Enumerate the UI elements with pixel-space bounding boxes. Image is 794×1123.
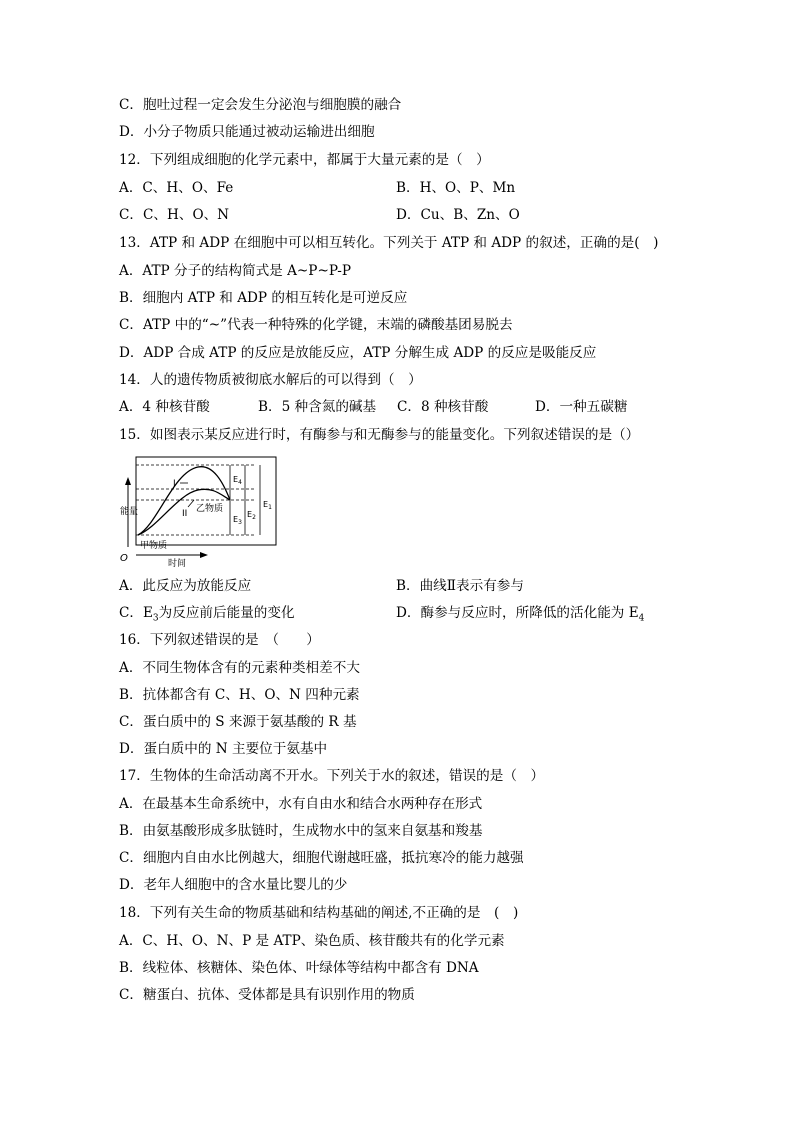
q14-option-b: B．5 种含氮的碱基 (258, 399, 377, 415)
q18-option-c: C．糖蛋白、抗体、受体都是具有识别作用的物质 (119, 987, 415, 1003)
q18-option-b: B．线粒体、核糖体、染色体、叶绿体等结构中都含有 DNA (119, 960, 479, 976)
q17-option-a: A．在最基本生命系统中，水有自由水和结合水两种存在形式 (119, 796, 483, 812)
diagram-frame (136, 457, 276, 545)
q15-option-a: A．此反应为放能反应 (119, 578, 252, 594)
q12-option-a: A．C、H、O、Fe (119, 180, 234, 196)
y-axis-arrow (125, 477, 131, 485)
q14-option-d: D．一种五碳糖 (535, 399, 628, 415)
question-16: 16．下列叙述错误的是 （ ） (119, 632, 320, 648)
q15-option-d: D．酶参与反应时，所降低的活化能为 $E_4$ (396, 605, 645, 624)
q17-option-b: B．由氨基酸形成多肽链时，生成物水中的氢来自氨基和羧基 (119, 823, 483, 839)
question-15: 15．如图表示某反应进行时，有酶参与和无酶参与的能量变化。下列叙述错误的是（） (119, 427, 640, 443)
q18-option-a: A．C、H、O、N、P 是 ATP、染色质、核苷酸共有的化学元素 (119, 933, 505, 949)
q17-option-c: C．细胞内自由水比例越大，细胞代谢越旺盛，抵抗寒冷的能力越强 (119, 850, 524, 866)
e1-label: $E_1$ (263, 500, 272, 511)
question-14: 14．人的遗传物质被彻底水解后的可以得到（ ） (119, 372, 422, 388)
q15-option-b: B．曲线Ⅱ表示有参与 (396, 578, 524, 594)
q12-option-c: C．C、H、O、N (119, 207, 230, 223)
q14-option-c: C．8 种核苷酸 (397, 399, 489, 415)
e3-label: $E_3$ (233, 515, 242, 526)
x-axis-label: 时间 (168, 559, 187, 568)
curve-ii-label: II (182, 509, 188, 519)
q16-option-d: D．蛋白质中的 N 主要位于氨基中 (119, 741, 328, 757)
e2-label: $E_2$ (247, 510, 256, 521)
question-17: 17．生物体的生命活动离不开水。下列关于水的叙述，错误的是（ ） (119, 768, 545, 784)
q14-option-a: A．4 种核苷酸 (119, 399, 210, 415)
question-18: 18．下列有关生命的物质基础和结构基础的阐述,不正确的是 ( ) (119, 905, 519, 921)
curve-i-label: I (173, 479, 176, 489)
q13-option-d: D．ADP 合成 ATP 的反应是放能反应，ATP 分解生成 ADP 的反应是吸能反应 (119, 345, 597, 361)
question-12: 12．下列组成细胞的化学元素中，都属于大量元素的是（ ） (119, 152, 490, 168)
label-ii-leader (188, 500, 194, 507)
q16-option-b: B．抗体都含有 C、H、O、N 四种元素 (119, 687, 360, 703)
q13-option-c: C．ATP 中的“~”代表一种特殊的化学键，末端的磷酸基团易脱去 (119, 317, 513, 333)
x-axis-arrow (200, 552, 208, 558)
q12-option-b: B．H、O、P、Mn (396, 180, 516, 196)
q17-option-d: D．老年人细胞中的含水量比婴儿的少 (119, 877, 348, 893)
q12-option-d: D．Cu、B、Zn、O (396, 207, 520, 223)
q16-option-c: C．蛋白质中的 S 来源于氨基酸的 R 基 (119, 714, 357, 730)
q11-option-d: D．小分子物质只能通过被动运输进出细胞 (119, 124, 375, 140)
q13-option-b: B．细胞内 ATP 和 ADP 的相互转化是可逆反应 (119, 290, 408, 306)
reactant-label: 甲物质 (140, 541, 168, 551)
q16-option-a: A．不同生物体含有的元素种类相差不大 (119, 660, 360, 676)
q11-option-c: C．胞吐过程一定会发生分泌泡与细胞膜的融合 (119, 97, 402, 113)
origin-label: O (120, 553, 128, 564)
q13-option-a: A．ATP 分子的结构简式是 A~P~P-P (119, 263, 351, 279)
e4-label: $E_4$ (233, 475, 242, 486)
curve-i (138, 467, 230, 535)
product-label: 乙物质 (196, 504, 224, 514)
energy-diagram (118, 452, 280, 568)
y-axis-label: 能量 (120, 507, 139, 517)
question-13: 13．ATP 和 ADP 在细胞中可以相互转化。下列关于 ATP 和 ADP 的叙述，正确的是( ) (119, 235, 659, 251)
q15-option-c: C．$E_3$为反应前后能量的变化 (119, 605, 295, 624)
